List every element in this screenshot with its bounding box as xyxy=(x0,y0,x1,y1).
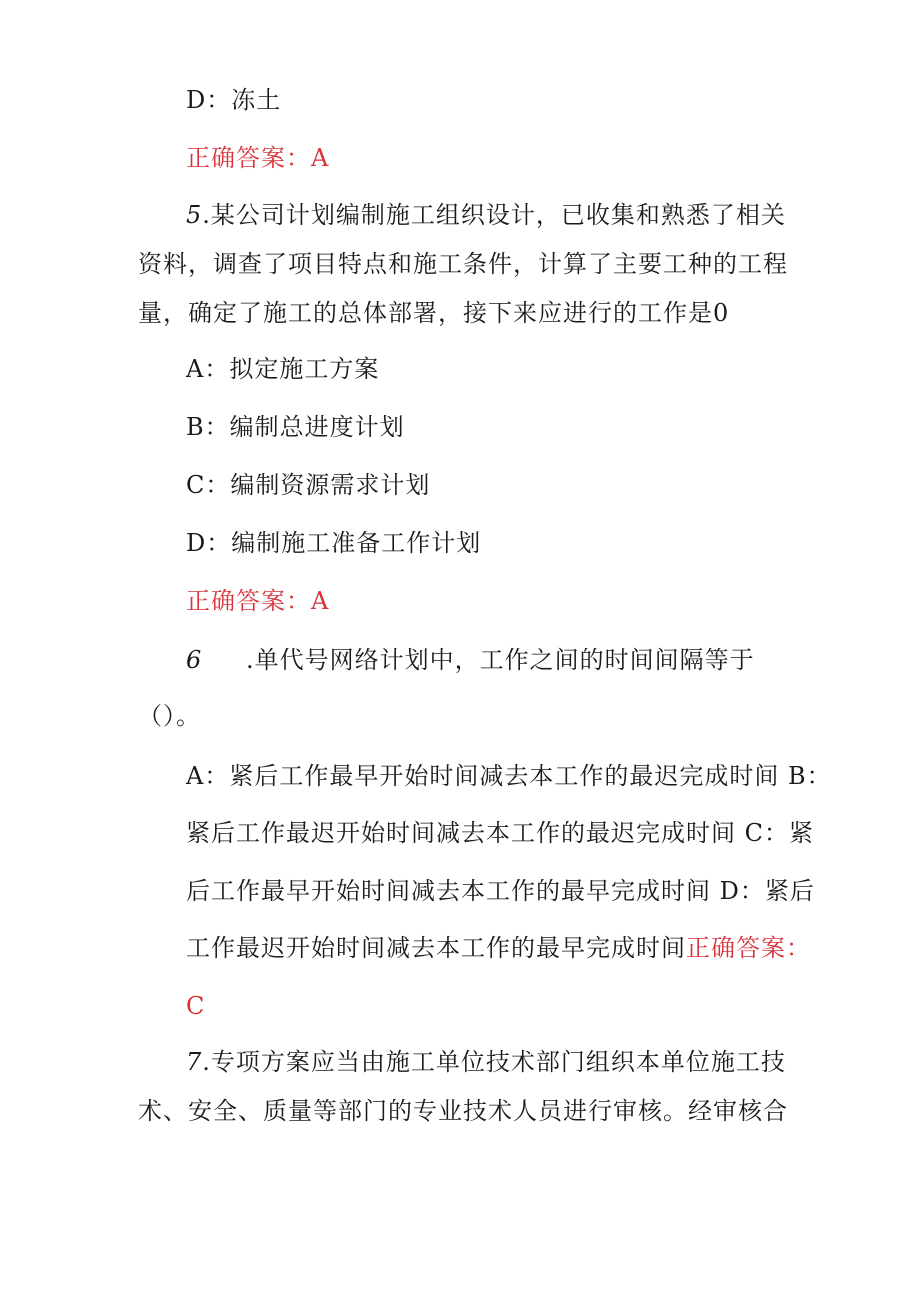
q5-stem-line-1 xyxy=(186,199,786,231)
q7-stem-line-2: 术、安全、质量等部门的专业技术人员进行审核。经审核合 xyxy=(138,1097,788,1125)
q5-option-d: D：编制施工准备工作计划 xyxy=(186,529,482,557)
q6-option-line-4 xyxy=(186,932,811,964)
q6-stem-line-2: （）。 xyxy=(138,702,201,730)
q6-option-line-3: 后工作最早开始时间减去本工作的最早完成时间 D：紧后 xyxy=(186,877,815,905)
q5-stem-text-1: .某公司计划编制施工组织设计，已收集和熟悉了相关 xyxy=(202,201,786,229)
q5-option-b: B：编制总进度计划 xyxy=(186,413,405,441)
q7-number: 7 xyxy=(186,1048,203,1076)
q6-option-text-4: 工作最迟开始时间减去本工作的最早完成时间 xyxy=(186,934,686,962)
q7-stem-text-1: .专项方案应当由施工单位技术部门组织本单位施工技 xyxy=(202,1048,786,1076)
q5-answer: 正确答案：A xyxy=(186,587,330,615)
q6-stem-line-1 xyxy=(186,644,755,676)
q6-number: 6 xyxy=(186,646,203,674)
q5-option-a: A：拟定施工方案 xyxy=(186,355,380,383)
q6-option-line-1: A：紧后工作最早开始时间减去本工作的最迟完成时间 B： xyxy=(186,762,832,790)
q5-option-c: C：编制资源需求计划 xyxy=(186,471,431,499)
q6-stem-text-1: .单代号网络计划中，工作之间的时间间隔等于 xyxy=(246,646,755,674)
q5-number: 5 xyxy=(186,201,203,229)
q5-stem-line-2: 资料，调查了项目特点和施工条件，计算了主要工种的工程 xyxy=(138,250,788,278)
q7-stem-line-1 xyxy=(186,1046,786,1078)
q4-answer: 正确答案：A xyxy=(186,144,330,172)
q6-option-line-2: 紧后工作最迟开始时间减去本工作的最迟完成时间 C：紧 xyxy=(186,819,814,847)
q5-stem-line-3: 量，确定了施工的总体部署，接下来应进行的工作是0 xyxy=(138,299,730,327)
q4-option-d: D：冻土 xyxy=(186,86,282,114)
q6-answer-value: C xyxy=(186,992,206,1020)
q6-answer-label: 正确答案： xyxy=(686,934,811,962)
